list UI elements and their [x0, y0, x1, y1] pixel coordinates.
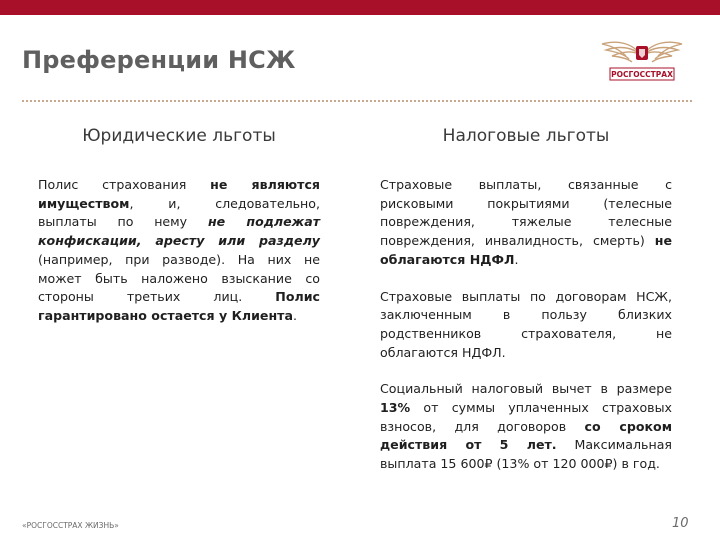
- tax-paragraph-1: Страховые выплаты, связанные с рисковыми покрытиями (телесные повреждения, тяжелые телесные повреждения, инвалидность, смерть) не облагаются НДФЛ.: [380, 177, 672, 267]
- tax-benefits-text: [380, 176, 672, 492]
- top-accent-bar: [0, 0, 720, 15]
- page-number: 10: [672, 516, 689, 531]
- legal-benefits-text: [38, 176, 320, 326]
- page-title: Преференции НСЖ: [22, 46, 296, 74]
- footer-company: «РОСГОССТРАХ ЖИЗНЬ»: [22, 521, 119, 530]
- title-divider: [22, 100, 692, 102]
- tax-benefits-heading: Налоговые льготы: [442, 126, 610, 146]
- legal-benefits-heading: Юридические льготы: [82, 126, 276, 146]
- logo-text: РОСГОССТРАХ: [611, 70, 673, 79]
- rosgosstrakh-eagle-logo-icon: [596, 32, 688, 86]
- legal-paragraph: Полис страхования не являются имуществом, и, следовательно, выплаты по нему не подлежат конфискации, аресту или разделу (например, при разводе). На них не может быть наложено взыскание со стороны третьих лиц. Полис гарантировано остается у Клиента.: [38, 177, 321, 323]
- tax-paragraph-3: Социальный налоговый вычет в размере 13% от суммы уплаченных страховых взносов, для договоров со сроком действия от 5 лет. Максимальная выплата 15 600₽ (13% от 120 000₽) в год.: [380, 381, 672, 472]
- tax-paragraph-2: Страховые выплаты по договорам НСЖ, заключенным в пользу близких родственников страхователя, не облагаются НДФЛ.: [380, 288, 672, 360]
